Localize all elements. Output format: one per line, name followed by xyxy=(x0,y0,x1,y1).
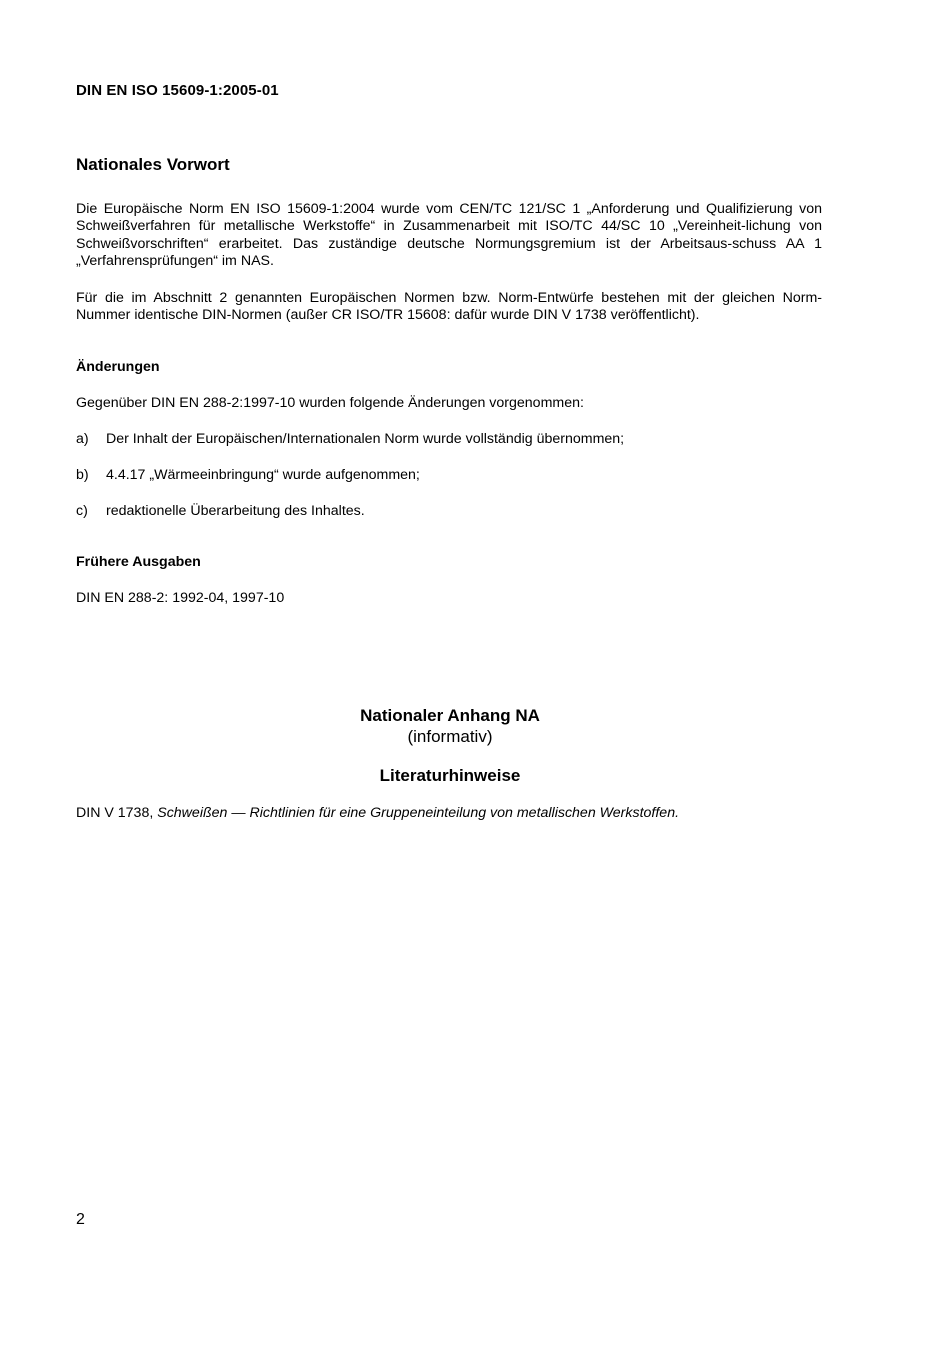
changes-intro: Gegenüber DIN EN 288-2:1997-10 wurden folgende Änderungen vorgenommen: xyxy=(76,395,584,411)
changes-list-item-b xyxy=(76,467,420,484)
list-item-text: redaktionelle Überarbeitung des Inhaltes. xyxy=(106,503,365,519)
foreword-paragraph-2: Für die im Abschnitt 2 genannten Europäischen Normen bzw. Norm-Entwürfe bestehen mit der gleichen Norm-Nummer identische DIN-Normen (außer CR ISO/TR 15608: dafür wurde DIN V 1738 veröffentlicht). xyxy=(76,290,822,324)
foreword-title: Nationales Vorwort xyxy=(76,155,230,174)
changes-heading: Änderungen xyxy=(76,359,160,375)
previous-editions-text: DIN EN 288-2: 1992-04, 1997-10 xyxy=(76,590,285,606)
annex-subtitle: (informativ) xyxy=(407,727,493,746)
list-marker: b) xyxy=(76,467,89,483)
literature-reference xyxy=(76,805,679,822)
list-marker: c) xyxy=(76,503,88,519)
page-number: 2 xyxy=(76,1211,85,1228)
previous-editions-heading: Frühere Ausgaben xyxy=(76,554,201,570)
annex-title: Nationaler Anhang NA xyxy=(360,706,540,725)
reference-prefix: DIN V 1738, xyxy=(76,805,158,821)
document-id: DIN EN ISO 15609-1:2005-01 xyxy=(76,82,279,99)
list-item-text: Der Inhalt der Europäischen/Internationalen Norm wurde vollständig übernommen; xyxy=(106,431,625,447)
literature-title: Literaturhinweise xyxy=(379,766,521,785)
changes-list-item-a xyxy=(76,431,624,448)
reference-title: Schweißen — Richtlinien für eine Gruppeneinteilung von metallischen Werkstoffen. xyxy=(157,805,680,821)
list-item-text: 4.4.17 „Wärmeeinbringung“ wurde aufgenommen; xyxy=(106,467,420,483)
foreword-paragraph-1: Die Europäische Norm EN ISO 15609-1:2004 wurde vom CEN/TC 121/SC 1 „Anforderung und Qualifizierung von Schweißverfahren für metallische Werkstoffe“ in Zusammenarbeit mit ISO/TC 44/SC 10 „Vereinheit-lichung von Schweißvorschriften“ erarbeitet. Das zuständige deutsche Normungsgremium ist der Arbeitsaus-schuss AA 1 „Verfahrensprüfungen“ im NAS. xyxy=(76,201,822,270)
list-marker: a) xyxy=(76,431,89,447)
changes-list-item-c xyxy=(76,503,365,520)
